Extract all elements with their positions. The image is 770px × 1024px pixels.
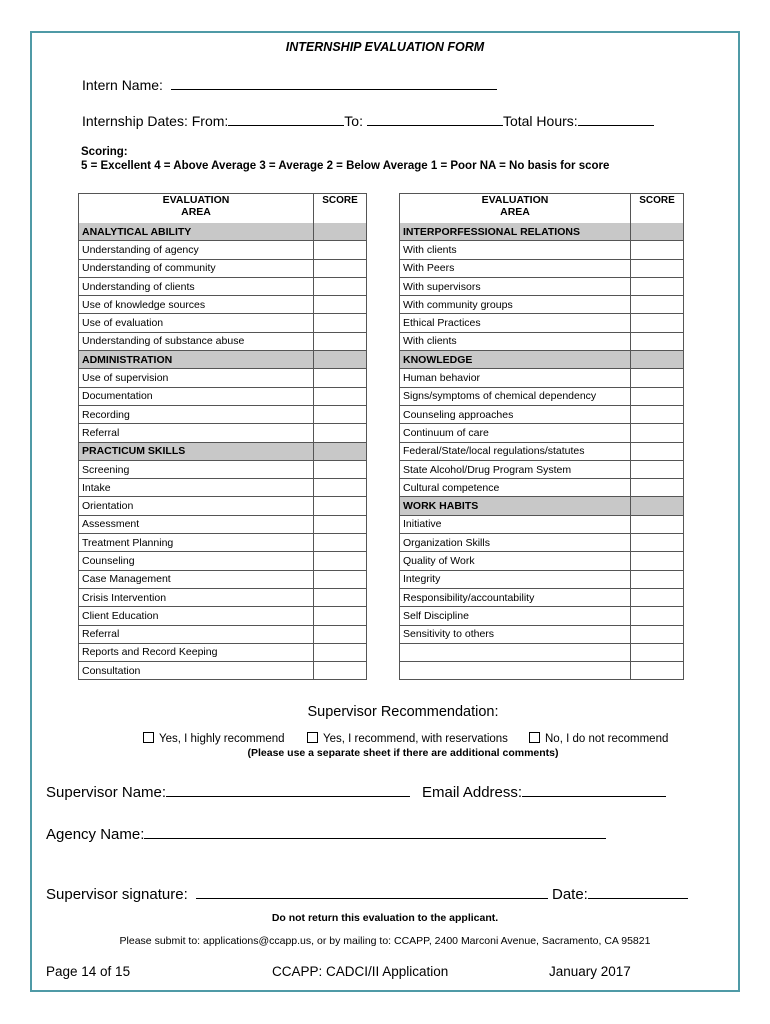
score-cell[interactable]: [314, 625, 367, 643]
table-row: [400, 479, 684, 497]
table-row: [400, 662, 684, 680]
table-row: [400, 241, 684, 259]
score-cell[interactable]: [631, 314, 684, 332]
score-cell[interactable]: [631, 479, 684, 497]
evaluation-item: Continuum of care: [400, 424, 631, 442]
evaluation-item: Understanding of agency: [79, 241, 314, 259]
table-row: [79, 643, 367, 661]
score-cell[interactable]: [314, 405, 367, 423]
table-row: [400, 607, 684, 625]
score-cell[interactable]: [631, 588, 684, 606]
internship-dates-row: [82, 111, 654, 129]
score-cell[interactable]: [314, 552, 367, 570]
score-cell: [631, 351, 684, 369]
table-row: [400, 625, 684, 643]
email-label: Email Address:: [422, 784, 523, 801]
total-hours-field[interactable]: [578, 111, 654, 126]
evaluation-item: Quality of Work: [400, 552, 631, 570]
supervisor-name-field[interactable]: [166, 782, 410, 797]
score-cell[interactable]: [631, 552, 684, 570]
table-row: [400, 332, 684, 350]
agency-field[interactable]: [144, 824, 606, 839]
table-row: [79, 552, 367, 570]
email-field[interactable]: [522, 782, 666, 797]
evaluation-item: Counseling: [79, 552, 314, 570]
score-cell[interactable]: [631, 570, 684, 588]
table-row: [79, 662, 367, 680]
score-cell[interactable]: [631, 442, 684, 460]
table-header-row: [400, 194, 684, 224]
table-row: [400, 369, 684, 387]
table-row: [79, 332, 367, 350]
section-label: WORK HABITS: [400, 497, 631, 515]
evaluation-item: Understanding of substance abuse: [79, 332, 314, 350]
submit-instructions: Please submit to: applications@ccapp.us, or by mailing to: CCAPP, 2400 Marconi Avenue, Sacramento, CA 95821: [119, 935, 651, 947]
table-row: [79, 259, 367, 277]
evaluation-item: Understanding of clients: [79, 277, 314, 295]
evaluation-item: Use of evaluation: [79, 314, 314, 332]
table-row: [400, 296, 684, 314]
section-label: ANALYTICAL ABILITY: [79, 223, 314, 241]
score-header: SCORE: [314, 194, 367, 224]
score-cell[interactable]: [631, 424, 684, 442]
evaluation-item: Referral: [79, 625, 314, 643]
evaluation-item: Assessment: [79, 515, 314, 533]
score-cell[interactable]: [314, 369, 367, 387]
do-not-return-note: Do not return this evaluation to the applicant.: [271, 912, 499, 924]
evaluation-item: Screening: [79, 460, 314, 478]
footer-date: January 2017: [549, 964, 631, 979]
score-cell[interactable]: [631, 625, 684, 643]
dates-from-label: Internship Dates: From:: [82, 113, 229, 129]
score-cell[interactable]: [314, 387, 367, 405]
checkbox-icon[interactable]: [529, 732, 540, 743]
footer-application-name: CCAPP: CADCI/II Application: [272, 964, 449, 979]
table-row: [400, 424, 684, 442]
checkbox-icon[interactable]: [307, 732, 318, 743]
section-header-row: [400, 351, 684, 369]
section-label: ADMINISTRATION: [79, 351, 314, 369]
evaluation-item: Case Management: [79, 570, 314, 588]
score-cell[interactable]: [314, 515, 367, 533]
evaluation-item: Initiative: [400, 515, 631, 533]
table-row: [79, 277, 367, 295]
recommend-option-reservations[interactable]: [307, 732, 508, 745]
email-row: [422, 782, 666, 801]
evaluation-item: Treatment Planning: [79, 534, 314, 552]
signature-row: [46, 884, 548, 903]
evaluation-item: With supervisors: [400, 277, 631, 295]
evaluation-item: Use of knowledge sources: [79, 296, 314, 314]
score-cell[interactable]: [631, 607, 684, 625]
recommend-option-no[interactable]: [529, 732, 668, 745]
score-cell[interactable]: [314, 424, 367, 442]
score-cell[interactable]: [631, 534, 684, 552]
section-header-row: [79, 442, 367, 460]
score-cell[interactable]: [314, 241, 367, 259]
section-label: PRACTICUM SKILLS: [79, 442, 314, 460]
score-cell[interactable]: [631, 387, 684, 405]
table-row: [79, 497, 367, 515]
score-header: SCORE: [631, 194, 684, 224]
evaluation-item: Recording: [79, 405, 314, 423]
table-row: [79, 424, 367, 442]
evaluation-item: Understanding of community: [79, 259, 314, 277]
table-row: [400, 259, 684, 277]
table-header-row: [79, 194, 367, 224]
table-row: [400, 460, 684, 478]
section-header-row: [79, 223, 367, 241]
area-header: [79, 194, 314, 224]
date-field[interactable]: [588, 884, 688, 899]
score-cell[interactable]: [631, 241, 684, 259]
evaluation-item: With community groups: [400, 296, 631, 314]
checkbox-icon[interactable]: [143, 732, 154, 743]
table-row: [79, 479, 367, 497]
table-row: [400, 405, 684, 423]
evaluation-item: Reports and Record Keeping: [79, 643, 314, 661]
area-header-line1: EVALUATION: [162, 194, 230, 206]
score-cell[interactable]: [314, 460, 367, 478]
table-row: [79, 570, 367, 588]
table-row: [79, 241, 367, 259]
dates-to-label: To:: [344, 113, 363, 129]
score-cell[interactable]: [631, 277, 684, 295]
agency-row: [46, 824, 606, 843]
evaluation-item: Signs/symptoms of chemical dependency: [400, 387, 631, 405]
date-row: [552, 884, 688, 903]
score-cell[interactable]: [631, 259, 684, 277]
left-evaluation-table: [78, 193, 367, 680]
evaluation-item: Organization Skills: [400, 534, 631, 552]
area-header: [400, 194, 631, 224]
section-header-row: [400, 497, 684, 515]
table-row: [400, 552, 684, 570]
evaluation-item: Client Education: [79, 607, 314, 625]
evaluation-item: With Peers: [400, 259, 631, 277]
section-header-row: [79, 351, 367, 369]
evaluation-item: Human behavior: [400, 369, 631, 387]
score-cell[interactable]: [314, 497, 367, 515]
evaluation-item: Intake: [79, 479, 314, 497]
table-row: [79, 607, 367, 625]
option-label: No, I do not recommend: [545, 733, 669, 745]
evaluation-item: Self Discipline: [400, 607, 631, 625]
table-row: [79, 588, 367, 606]
evaluation-item: Counseling approaches: [400, 405, 631, 423]
supervisor-name-label: Supervisor Name:: [46, 784, 167, 801]
recommend-option-high[interactable]: [143, 732, 285, 745]
score-cell[interactable]: [314, 314, 367, 332]
score-cell[interactable]: [314, 607, 367, 625]
table-row: [400, 570, 684, 588]
area-header-line2: AREA: [500, 206, 530, 218]
table-row: [79, 515, 367, 533]
score-cell[interactable]: [314, 588, 367, 606]
score-cell: [631, 223, 684, 241]
evaluation-item: Responsibility/accountability: [400, 588, 631, 606]
option-label: Yes, I recommend, with reservations: [323, 733, 508, 745]
evaluation-item: Referral: [79, 424, 314, 442]
evaluation-item: Crisis Intervention: [79, 588, 314, 606]
evaluation-item: Cultural competence: [400, 479, 631, 497]
evaluation-item: With clients: [400, 241, 631, 259]
table-row: [79, 296, 367, 314]
evaluation-item: Sensitivity to others: [400, 625, 631, 643]
score-cell[interactable]: [314, 662, 367, 680]
score-cell[interactable]: [314, 332, 367, 350]
signature-label: Supervisor signature:: [46, 886, 188, 903]
intern-name-label: Intern Name:: [82, 77, 163, 93]
scoring-scale: 5 = Excellent 4 = Above Average 3 = Average 2 = Below Average 1 = Poor NA = No basis for score: [81, 160, 610, 172]
evaluation-item: Use of supervision: [79, 369, 314, 387]
evaluation-item: Orientation: [79, 497, 314, 515]
scoring-label: Scoring:: [81, 146, 128, 158]
score-cell[interactable]: [314, 570, 367, 588]
score-cell[interactable]: [631, 405, 684, 423]
evaluation-item: [400, 643, 631, 661]
score-cell[interactable]: [314, 277, 367, 295]
score-cell: [631, 497, 684, 515]
evaluation-item: Ethical Practices: [400, 314, 631, 332]
table-row: [400, 515, 684, 533]
recommendation-title: Supervisor Recommendation:: [307, 704, 499, 720]
signature-field[interactable]: [196, 884, 548, 899]
score-cell[interactable]: [631, 643, 684, 661]
table-row: [79, 369, 367, 387]
score-cell[interactable]: [631, 460, 684, 478]
evaluation-item: With clients: [400, 332, 631, 350]
area-header-line1: EVALUATION: [481, 194, 549, 206]
total-hours-label: Total Hours:: [502, 113, 578, 129]
area-header-line2: AREA: [181, 206, 211, 218]
table-row: [400, 314, 684, 332]
dates-to-field[interactable]: [367, 111, 503, 126]
evaluation-item: State Alcohol/Drug Program System: [400, 460, 631, 478]
table-row: [400, 277, 684, 295]
option-label: Yes, I highly recommend: [159, 733, 285, 745]
form-title: INTERNSHIP EVALUATION FORM: [285, 40, 485, 54]
footer-page-number: Page 14 of 15: [46, 964, 131, 979]
score-cell[interactable]: [314, 534, 367, 552]
table-row: [79, 460, 367, 478]
table-row: [79, 625, 367, 643]
table-row: [79, 534, 367, 552]
recommendation-note: (Please use a separate sheet if there are additional comments): [247, 747, 559, 759]
table-row: [79, 314, 367, 332]
table-row: [400, 643, 684, 661]
date-label: Date:: [552, 886, 588, 903]
score-cell[interactable]: [631, 332, 684, 350]
dates-from-field[interactable]: [228, 111, 344, 126]
evaluation-item: Federal/State/local regulations/statutes: [400, 442, 631, 460]
table-row: [400, 442, 684, 460]
right-evaluation-table: [399, 193, 684, 680]
supervisor-name-row: [46, 782, 410, 801]
table-row: [400, 387, 684, 405]
score-cell[interactable]: [314, 479, 367, 497]
evaluation-item: Consultation: [79, 662, 314, 680]
intern-name-field[interactable]: [171, 75, 497, 90]
score-cell: [314, 351, 367, 369]
evaluation-item: [400, 662, 631, 680]
section-label: INTERPORFESSIONAL RELATIONS: [400, 223, 631, 241]
section-label: KNOWLEDGE: [400, 351, 631, 369]
score-cell[interactable]: [631, 515, 684, 533]
intern-name-row: [82, 75, 497, 93]
table-row: [79, 405, 367, 423]
score-cell: [314, 442, 367, 460]
section-header-row: [400, 223, 684, 241]
score-cell[interactable]: [631, 662, 684, 680]
evaluation-item: Integrity: [400, 570, 631, 588]
table-row: [400, 534, 684, 552]
agency-label: Agency Name:: [46, 826, 145, 843]
score-cell[interactable]: [314, 259, 367, 277]
score-cell[interactable]: [631, 296, 684, 314]
table-row: [400, 588, 684, 606]
score-cell: [314, 223, 367, 241]
evaluation-item: Documentation: [79, 387, 314, 405]
score-cell[interactable]: [314, 296, 367, 314]
score-cell[interactable]: [631, 369, 684, 387]
score-cell[interactable]: [314, 643, 367, 661]
table-row: [79, 387, 367, 405]
